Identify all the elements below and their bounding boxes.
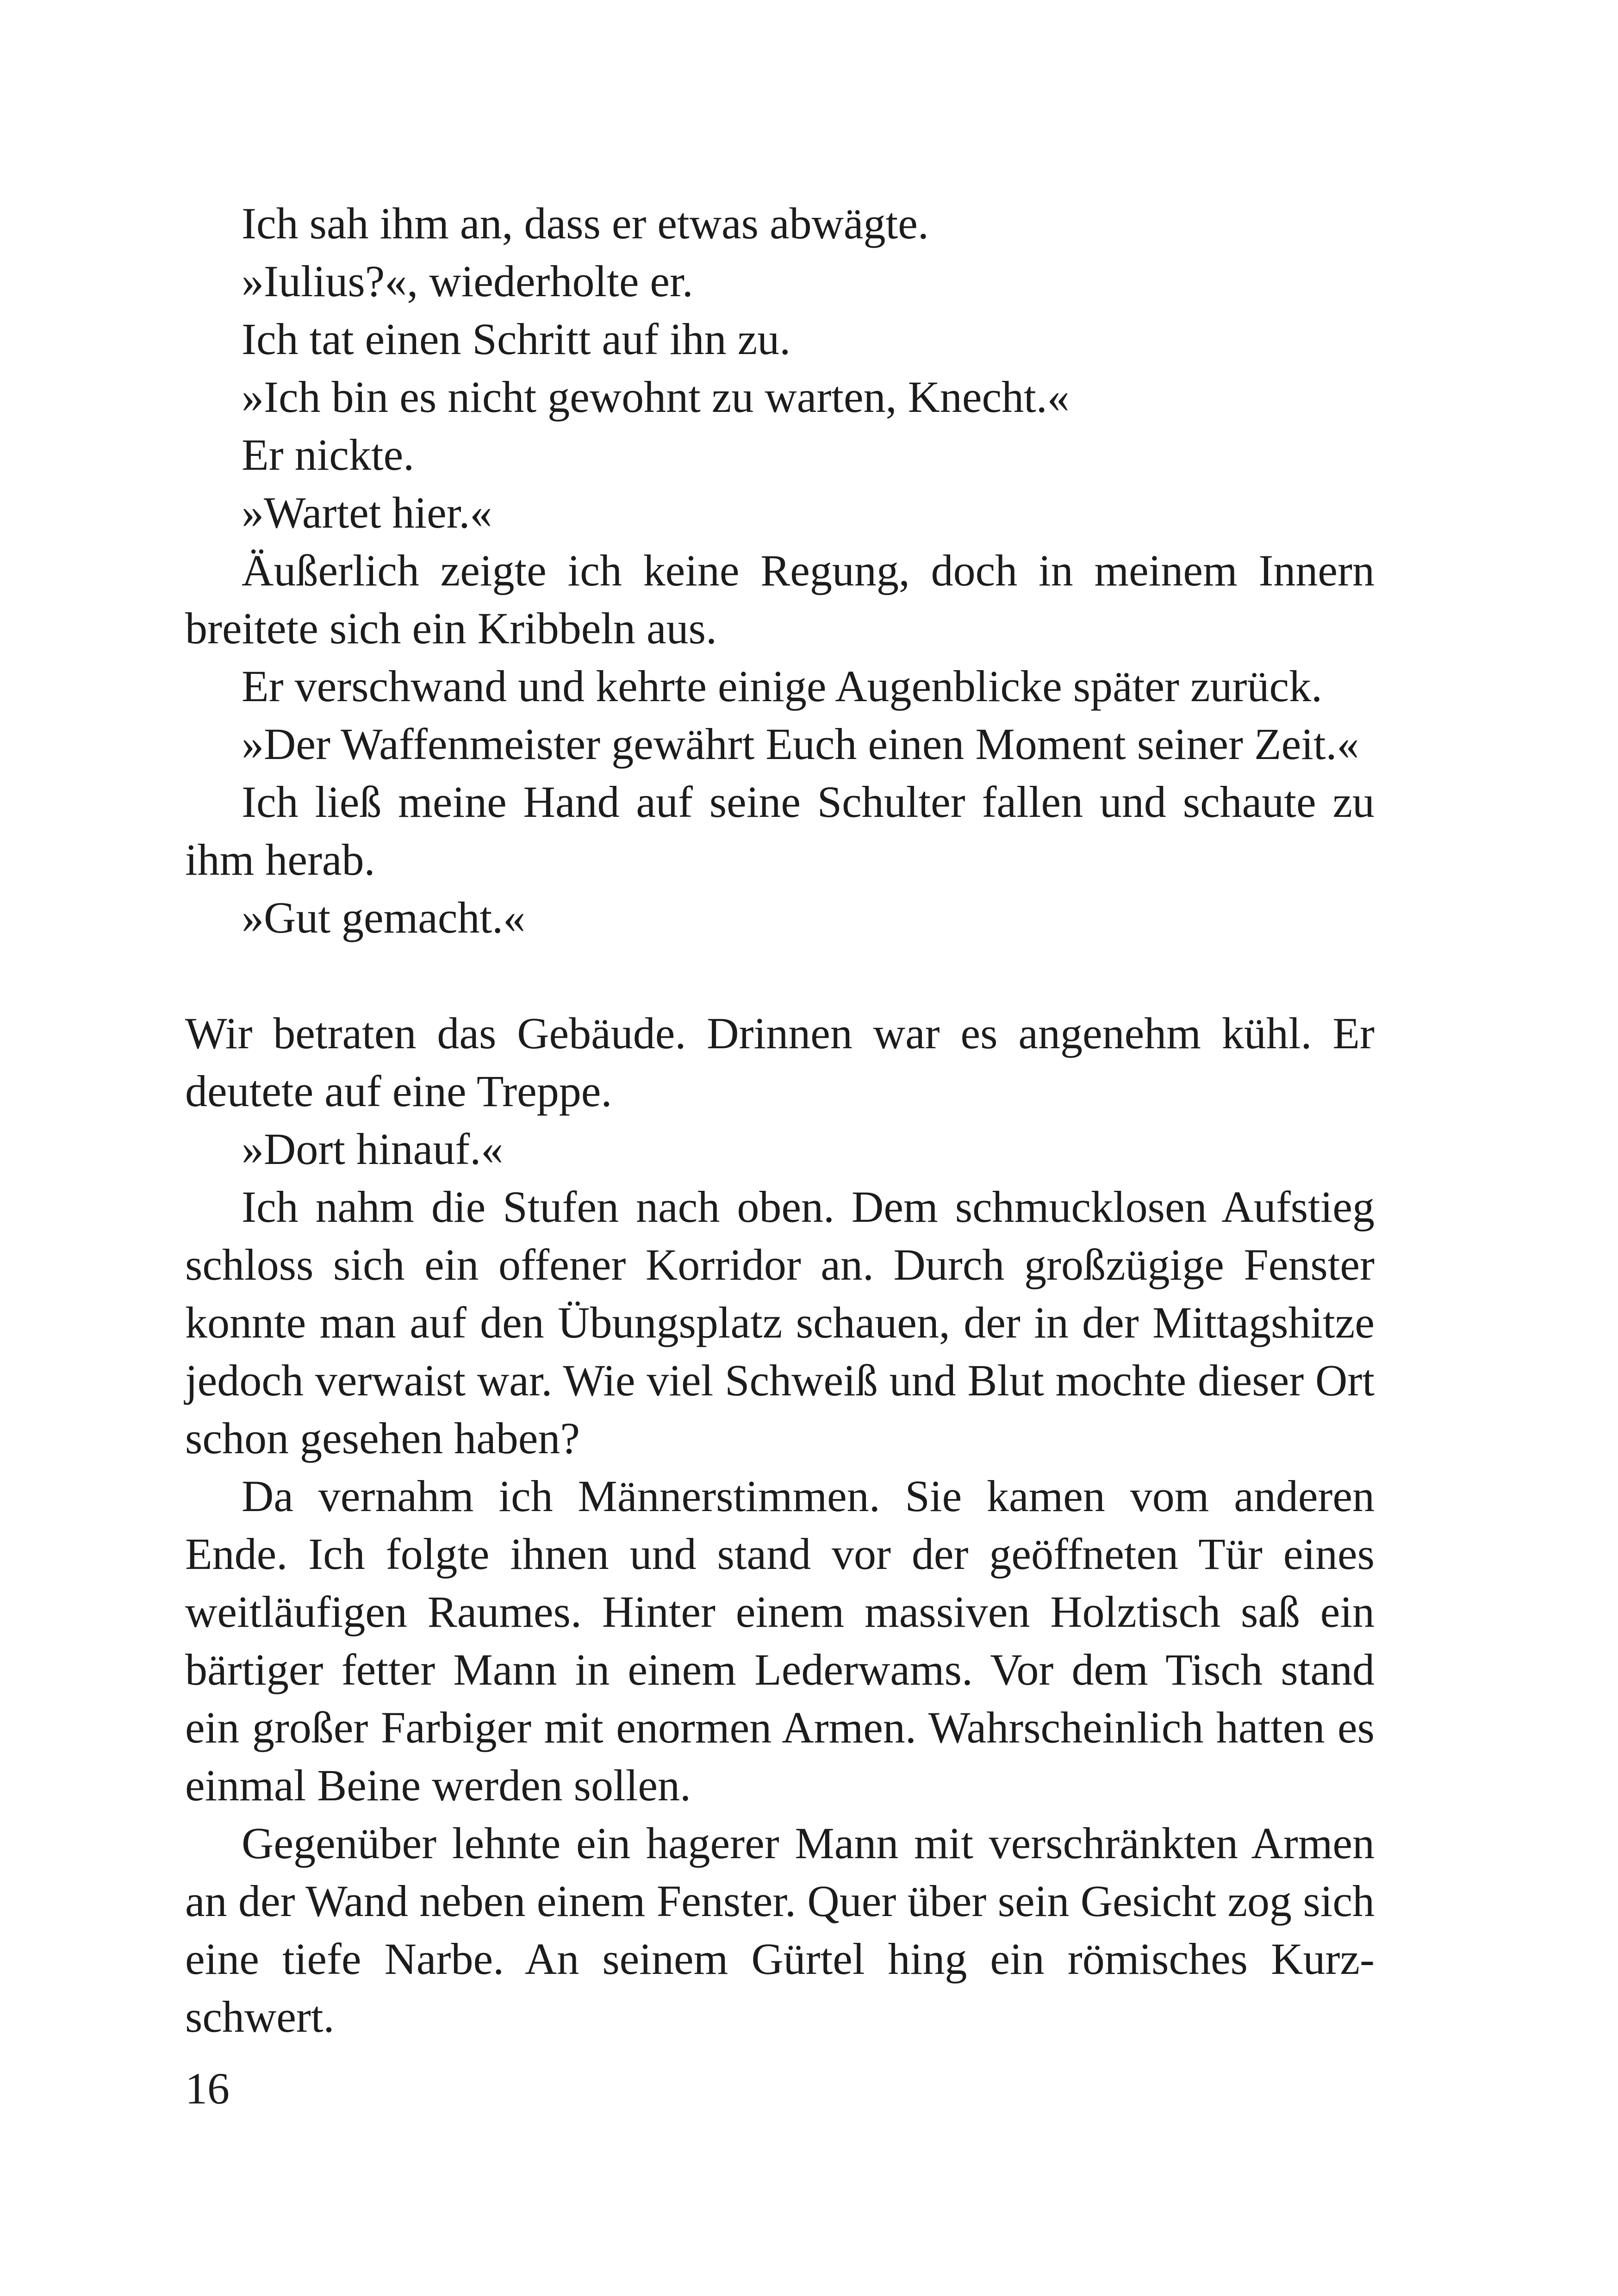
paragraph: »Ich bin es nicht gewohnt zu warten, Knecht.« xyxy=(242,372,1070,422)
paragraph: Gegenüber lehnte ein hagerer Mann mit verschränkten Armen an der Wand neben einem Fenster. Quer über sein Gesicht zog sich eine tiefe Narbe. An seinem Gürtel hing ein römisches Kurzschwert. xyxy=(185,1818,1375,2041)
paragraph: »Iulius?«, wiederholte er. xyxy=(242,256,693,306)
paragraph: Er verschwand und kehrte einige Augenblicke später zurück. xyxy=(242,661,1323,711)
paragraph: Da vernahm ich Männerstimmen. Sie kamen vom anderen Ende. Ich folgte ihnen und stand vor der geöffneten Tür eines weitläufigen Raumes. Hinter einem massiven Holztisch saß ein bärtiger fetter Mann in einem Lederwams. Vor dem Tisch stand ein großer Farbiger mit enormen Armen. Wahrscheinlich hatten es einmal Beine werden sollen. xyxy=(185,1471,1375,1810)
page-number: 16 xyxy=(185,2064,230,2113)
paragraph: »Gut gemacht.« xyxy=(242,893,526,942)
paragraph: Wir betraten das Gebäude. Drinnen war es angenehm kühl. Er deutete auf eine Treppe. xyxy=(185,1008,1375,1116)
section-break xyxy=(185,946,1375,1004)
paragraph: »Wartet hier.« xyxy=(242,488,492,537)
paragraph: »Der Waffenmeister gewährt Euch einen Moment seiner Zeit.« xyxy=(242,719,1359,769)
paragraph: Ich nahm die Stufen nach oben. Dem schmucklosen Aufstieg schloss sich ein offener Korridor an. Durch großzügige Fenster konnte man auf den Übungsplatz schauen, der in der Mittagshitze jedoch verwaist war. Wie viel Schweiß und Blut mochte dieser Ort schon gesehen haben? xyxy=(185,1182,1375,1463)
paragraph: Er nickte. xyxy=(242,430,415,479)
paragraph: Ich ließ meine Hand auf seine Schulter fallen und schaute zu ihm herab. xyxy=(185,777,1375,884)
paragraph: Ich sah ihm an, dass er etwas abwägte. xyxy=(242,199,929,248)
paragraph: Ich tat einen Schritt auf ihn zu. xyxy=(242,314,791,364)
paragraph: Äußerlich zeigte ich keine Regung, doch in meinem Innern breitete sich ein Kribbeln aus. xyxy=(185,546,1375,653)
book-page-text xyxy=(185,194,1375,2046)
paragraph: »Dort hinauf.« xyxy=(242,1124,504,1174)
